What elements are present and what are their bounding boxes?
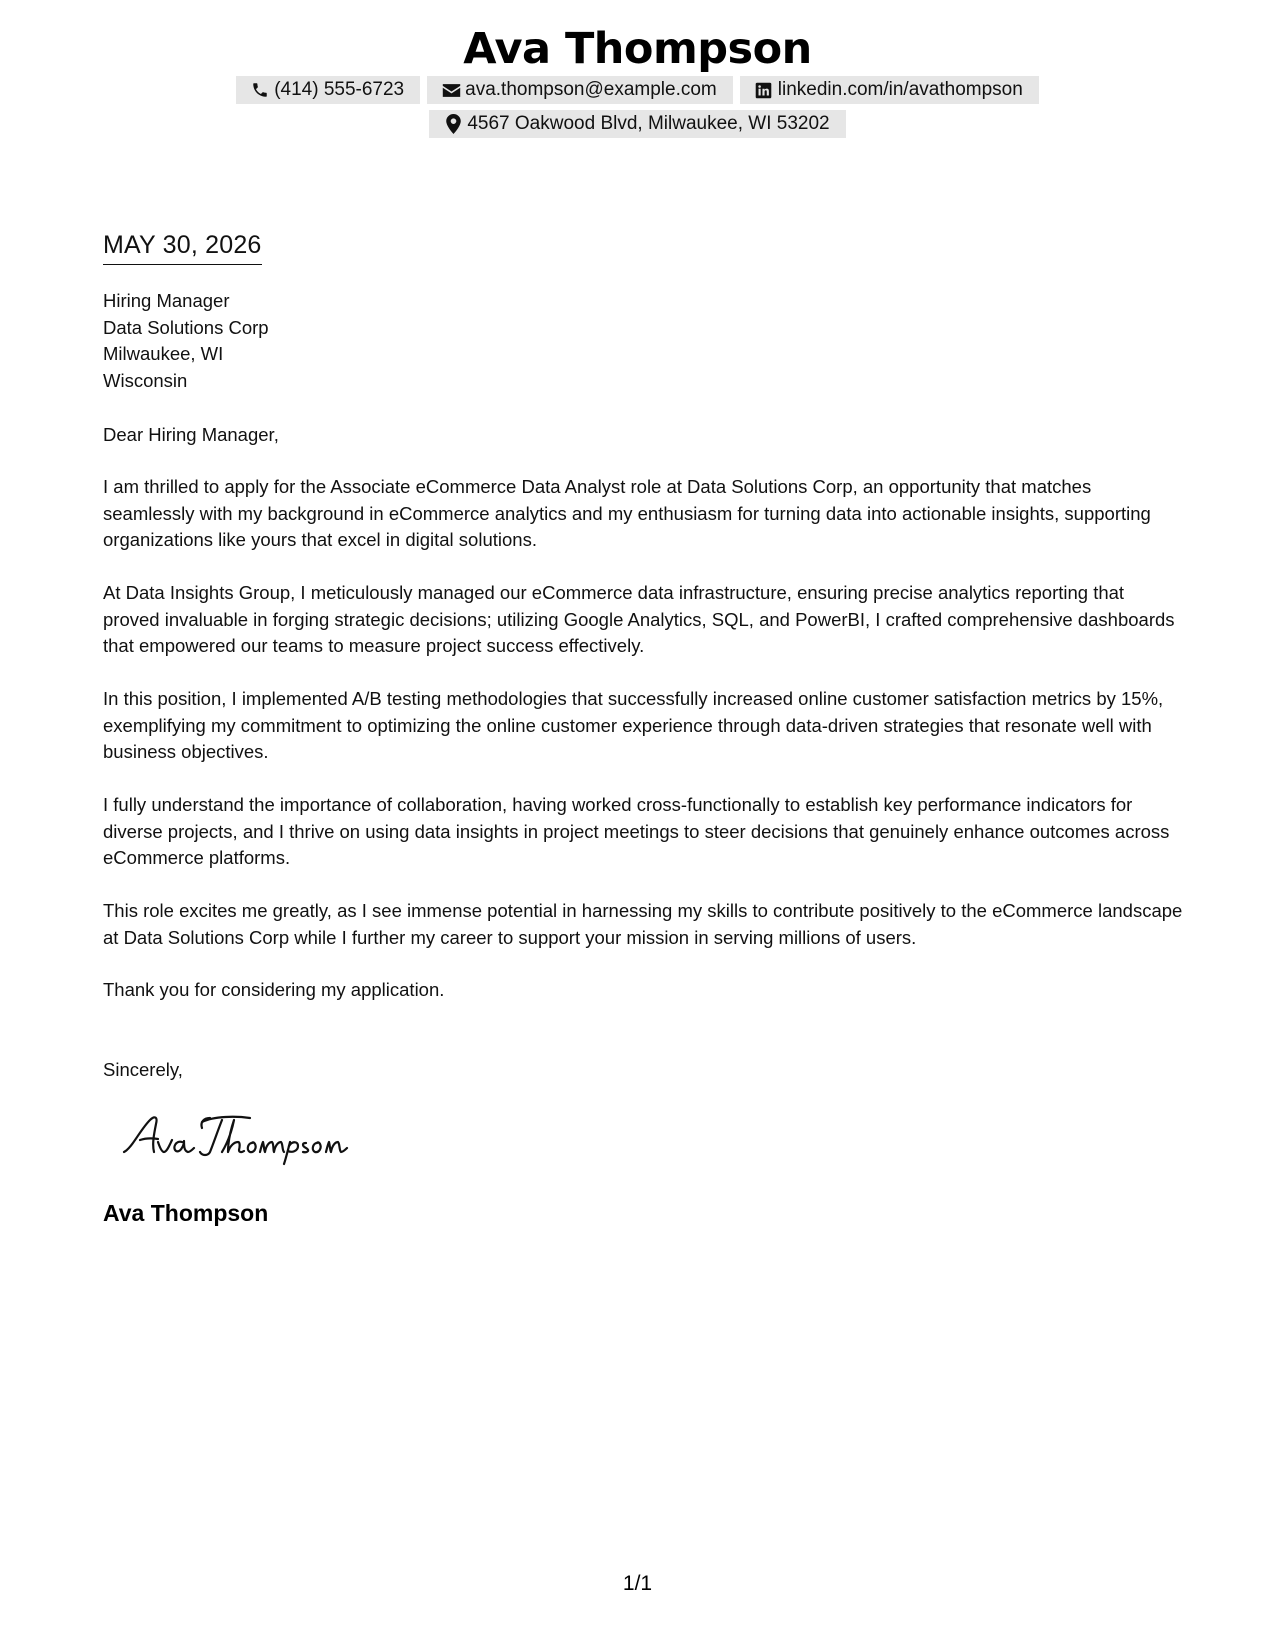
phone-text: (414) 555-6723 (274, 79, 405, 100)
contact-address (429, 110, 845, 138)
linkedin-icon (754, 80, 774, 100)
recipient-line: Data Solutions Corp (103, 316, 269, 338)
contact-phone (236, 76, 420, 104)
recipient-line: Milwaukee, WI (103, 343, 224, 364)
handwritten-signature (118, 1108, 358, 1168)
contact-row-2 (0, 110, 1275, 138)
salutation: Dear Hiring Manager, (103, 424, 279, 445)
body-paragraph: This role excites me greatly, as I see immense potential in harnessing my skills to contribute positively to the eCommerce landscape at Data Solutions Corp while I further my career to support your mission in serving millions of users. (103, 900, 1183, 948)
contact-row-1 (0, 76, 1275, 104)
letter-header (0, 22, 1275, 138)
page-number: 1/1 (622, 1572, 653, 1595)
recipient-block (103, 288, 1183, 394)
body-paragraph: At Data Insights Group, I meticulously managed our eCommerce data infrastructure, ensuring precise analytics reporting that proved invaluable in forging strategic decisions; utilizing Google Analytics, SQL, and PowerBI, I crafted comprehensive dashboards that empowered our teams to measure project success effectively. (103, 582, 1175, 656)
recipient-line: Hiring Manager (103, 290, 230, 311)
body-paragraph: I am thrilled to apply for the Associate eCommerce Data Analyst role at Data Solutions Corp, an opportunity that matches seamlessly with my background in eCommerce analytics and my enthusiasm for turning data into actionable insights, supporting organizations like yours that excel in digital solutions. (103, 476, 1151, 550)
letter-date: MAY 30, 2026 (103, 228, 262, 265)
email-text: ava.thompson@example.com (465, 79, 717, 100)
map-marker-icon (443, 114, 463, 134)
envelope-icon (441, 80, 461, 100)
address-text: 4567 Oakwood Blvd, Milwaukee, WI 53202 (467, 113, 830, 134)
signer-name: Ava Thompson (103, 1200, 269, 1226)
thanks-line: Thank you for considering my application. (103, 979, 445, 1000)
contact-linkedin (740, 76, 1039, 104)
recipient-line: Wisconsin (103, 369, 188, 391)
body-paragraph: In this position, I implemented A/B testing methodologies that successfully increased online customer satisfaction metrics by 15%, exemplifying my commitment to optimizing the online customer experience through data-driven strategies that resonate well with business objectives. (103, 688, 1164, 762)
contact-email (427, 76, 733, 104)
phone-icon (250, 80, 270, 100)
linkedin-text: linkedin.com/in/avathompson (777, 79, 1023, 100)
applicant-name: Ava Thompson (463, 24, 812, 74)
body-paragraph: I fully understand the importance of collaboration, having worked cross-functionally to establish key performance indicators for diverse projects, and I thrive on using data insights in project meetings to steer decisions that genuinely enhance outcomes across eCommerce platforms. (103, 794, 1170, 868)
closing-line: Sincerely, (103, 1059, 183, 1080)
